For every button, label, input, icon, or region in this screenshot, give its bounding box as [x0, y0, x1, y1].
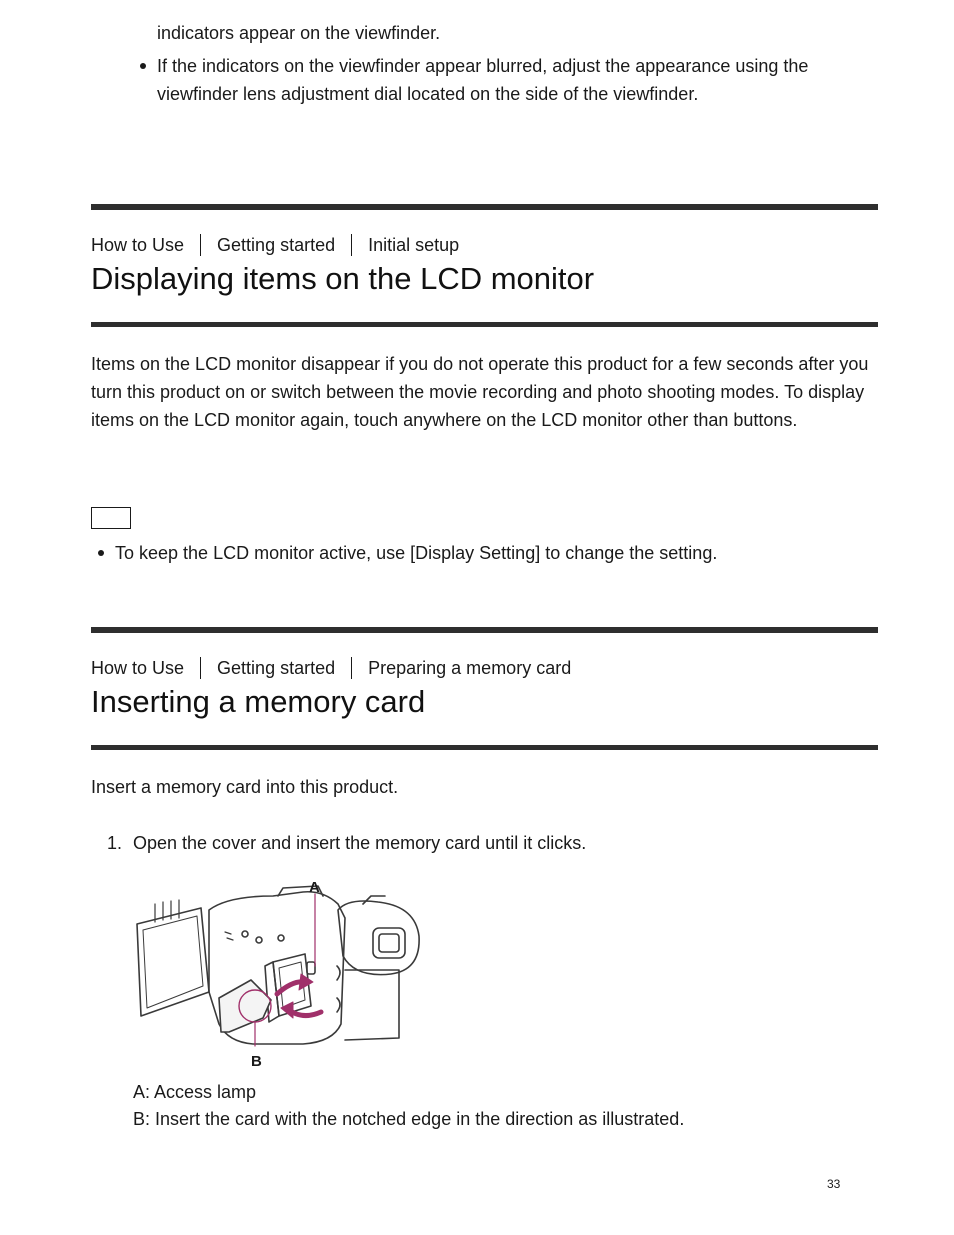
- memory-card-insertion-illustration: [133, 874, 433, 1074]
- breadcrumb-how-to-use[interactable]: How to Use: [91, 657, 185, 678]
- breadcrumb-separator: [200, 234, 201, 256]
- legend-item-a: A: Access lamp: [133, 1082, 257, 1102]
- section-body: Items on the LCD monitor disappear if you do not operate this product for a few seconds after you turn this product on or switch between the movie recording and photo shooting modes. To display items on the LCD monitor again, touch anywhere on the LCD monitor other than buttons.: [91, 354, 869, 430]
- step-number: 1.: [107, 833, 123, 853]
- breadcrumb-separator: [351, 657, 352, 679]
- section-divider-top: [91, 627, 878, 633]
- continuation-text: indicators appear on the viewfinder.: [157, 23, 441, 43]
- viewfinder-bullet-list: [157, 52, 857, 108]
- breadcrumb-getting-started[interactable]: Getting started: [217, 657, 336, 678]
- breadcrumb-initial-setup[interactable]: Initial setup: [368, 234, 460, 255]
- page-title: Inserting a memory card: [91, 684, 426, 719]
- note-bullet-list: [115, 539, 875, 567]
- breadcrumb-separator: [351, 234, 352, 256]
- viewfinder-bullet: If the indicators on the viewfinder appear blurred, adjust the appearance using the viewfinder lens adjustment dial located on the side of the viewfinder.: [157, 52, 857, 108]
- note-bullet: To keep the LCD monitor active, use [Display Setting] to change the setting.: [115, 539, 875, 567]
- breadcrumb-separator: [200, 657, 201, 679]
- breadcrumb-preparing-memory-card[interactable]: Preparing a memory card: [368, 657, 572, 678]
- legend-item-b: B: Insert the card with the notched edge in the direction as illustrated.: [133, 1109, 685, 1129]
- callout-b-label: B: [251, 1053, 262, 1070]
- section-divider-top: [91, 204, 878, 210]
- memory-card: [219, 980, 271, 1032]
- breadcrumb: [91, 656, 571, 680]
- breadcrumb-how-to-use[interactable]: How to Use: [91, 234, 185, 255]
- page-title: Displaying items on the LCD monitor: [91, 261, 595, 296]
- note-icon: [91, 507, 131, 529]
- section-intro: Insert a memory card into this product.: [91, 777, 399, 797]
- access-lamp: [307, 962, 315, 974]
- title-divider: [91, 322, 878, 327]
- callout-a-label: A: [309, 879, 320, 896]
- title-divider: [91, 745, 878, 750]
- step-text: Open the cover and insert the memory card until it clicks.: [133, 833, 587, 853]
- page-number: 33: [827, 1177, 841, 1191]
- breadcrumb-getting-started[interactable]: Getting started: [217, 234, 336, 255]
- breadcrumb: [91, 233, 459, 257]
